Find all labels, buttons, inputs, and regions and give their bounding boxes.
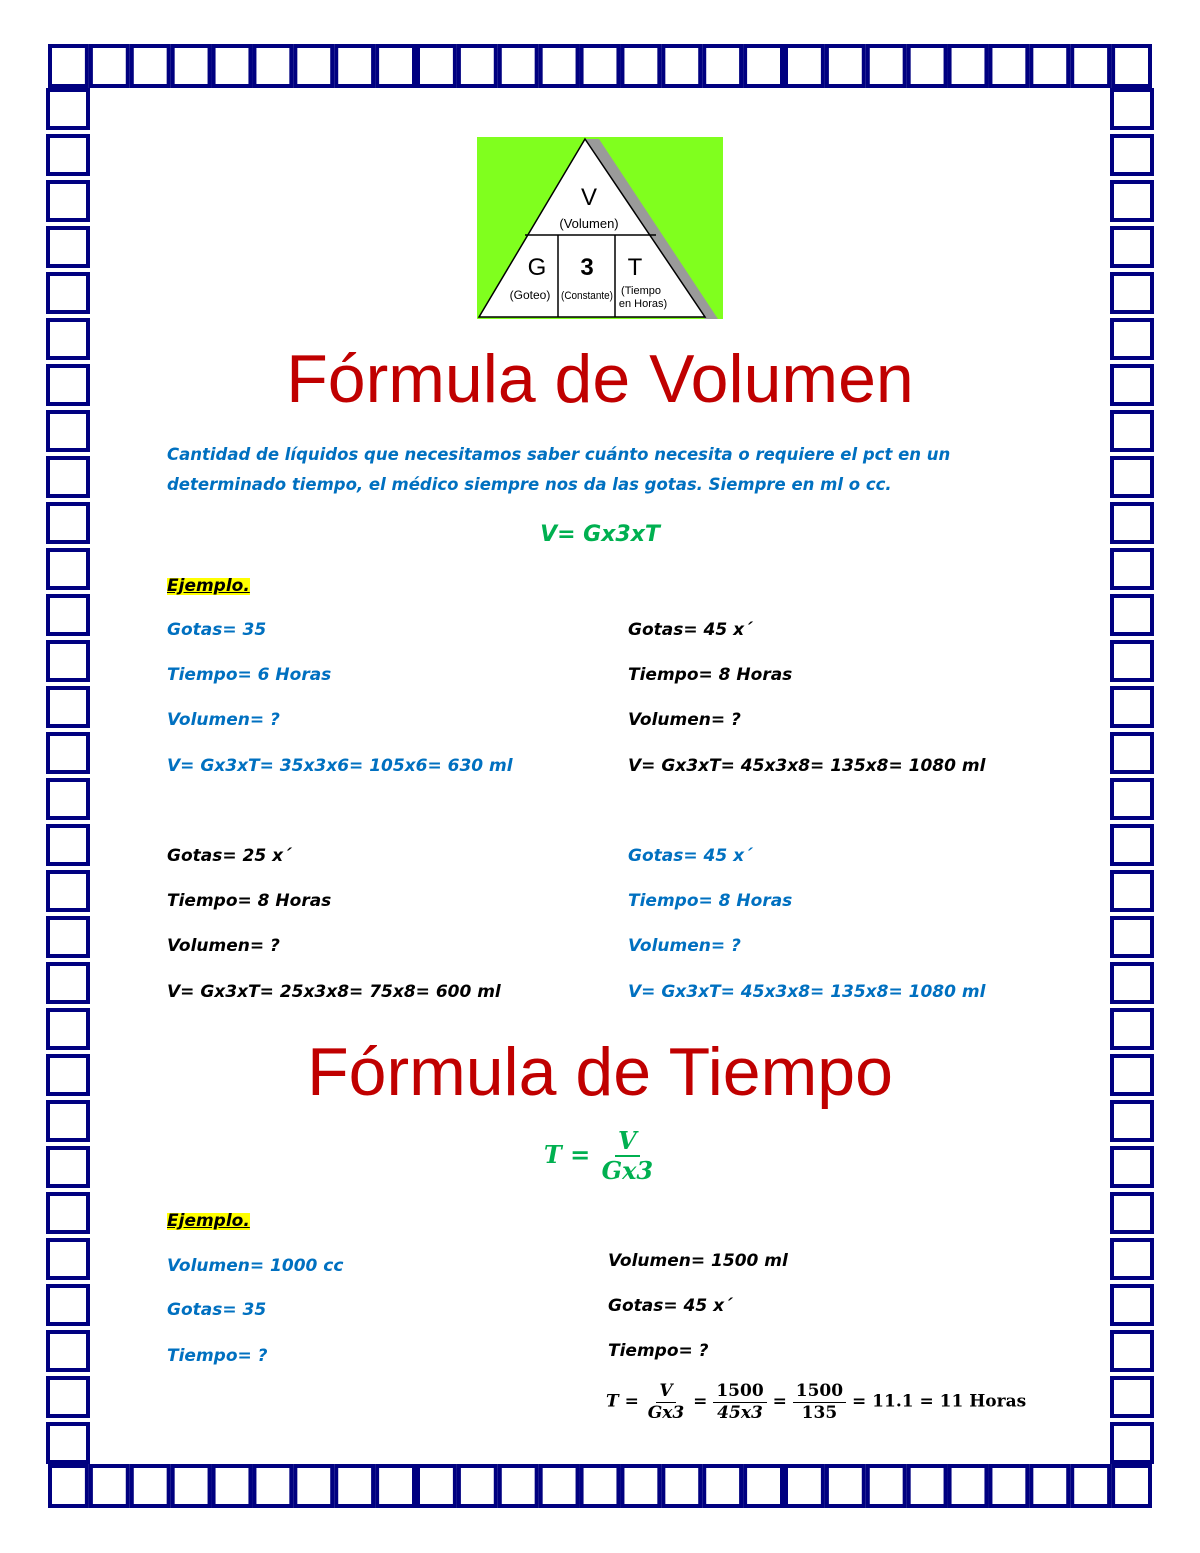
calc-fraction-1	[645, 1382, 687, 1422]
calc-fraction-2-num: 1500	[713, 1382, 766, 1403]
example-2-gotas: Gotas= 45 x´	[628, 620, 753, 640]
triangle-3-label: (Constante)	[561, 290, 613, 302]
border-square	[745, 46, 782, 86]
border-square	[1112, 412, 1152, 450]
border-square	[48, 1194, 88, 1232]
border-square	[48, 458, 88, 496]
border-square	[1072, 46, 1109, 86]
tiempo-formula-fraction	[599, 1128, 657, 1185]
border-square	[1112, 642, 1152, 680]
border-square	[704, 46, 741, 86]
border-square	[48, 596, 88, 634]
border-square	[173, 46, 210, 86]
border-square	[1112, 918, 1152, 956]
border-square	[48, 1286, 88, 1324]
border-square	[48, 1240, 88, 1278]
border-square	[377, 1466, 414, 1506]
calc-fraction-1-den: Gx3	[647, 1402, 685, 1423]
border-square	[48, 550, 88, 588]
border-square	[500, 1466, 537, 1506]
example-4-volumen: Volumen= ?	[628, 936, 741, 956]
border-square	[786, 46, 823, 86]
border-square	[868, 1466, 905, 1506]
volumen-formula: V= Gx3xT	[540, 522, 660, 547]
calc-fraction-2-den: 45x3	[717, 1402, 763, 1423]
vgt-triangle-diagram	[477, 137, 723, 319]
border-square	[622, 1466, 659, 1506]
border-square	[1112, 1378, 1152, 1416]
border-square	[132, 1466, 169, 1506]
border-square	[48, 964, 88, 1002]
border-square	[1072, 1466, 1109, 1506]
volumen-title: Fórmula de Volumen	[286, 341, 914, 417]
calc-eq-1: =	[693, 1391, 708, 1412]
border-square	[1112, 182, 1152, 220]
calc-fraction-1-num: V	[656, 1382, 675, 1403]
border-square	[1112, 1424, 1152, 1462]
border-square	[582, 46, 619, 86]
border-square	[990, 1466, 1027, 1506]
tiempo-title: Fórmula de Tiempo	[307, 1034, 893, 1110]
calc-eq-2: =	[772, 1391, 787, 1412]
tiempo-left-tiempo: Tiempo= ?	[167, 1346, 268, 1366]
border-square	[1112, 826, 1152, 864]
tiempo-right-tiempo: Tiempo= ?	[608, 1341, 709, 1361]
tiempo-example-label: Ejemplo.	[167, 1211, 250, 1231]
example-1-calc: V= Gx3xT= 35x3x6= 105x6= 630 ml	[167, 756, 513, 776]
border-square	[48, 136, 88, 174]
border-square	[1112, 90, 1152, 128]
tiempo-right-calc	[606, 1382, 1026, 1422]
border-square	[1031, 1466, 1068, 1506]
triangle-g-letter: G	[527, 254, 547, 281]
border-square	[1112, 872, 1152, 910]
triangle-t-letter: T	[627, 254, 643, 281]
example-3-tiempo: Tiempo= 8 Horas	[167, 891, 332, 911]
border-square	[1112, 550, 1152, 588]
border-square	[48, 412, 88, 450]
border-square	[1113, 46, 1150, 86]
border-square	[541, 1466, 578, 1506]
border-square	[1112, 228, 1152, 266]
border-square	[704, 1466, 741, 1506]
border-square	[950, 1466, 987, 1506]
border-square	[295, 46, 332, 86]
border-square	[48, 182, 88, 220]
example-4-tiempo: Tiempo= 8 Horas	[628, 891, 793, 911]
border-square	[173, 1466, 210, 1506]
example-3-calc: V= Gx3xT= 25x3x8= 75x8= 600 ml	[167, 982, 501, 1002]
border-square	[48, 780, 88, 818]
border-square	[1112, 1194, 1152, 1232]
border-square	[827, 1466, 864, 1506]
border-square	[418, 46, 455, 86]
border-square	[1112, 458, 1152, 496]
calc-lhs: T =	[606, 1391, 639, 1412]
triangle-v-label: (Volumen)	[559, 216, 619, 231]
border-square	[1112, 136, 1152, 174]
border-square	[1112, 734, 1152, 772]
triangle-g-label: (Goteo)	[509, 288, 551, 302]
border-square	[254, 1466, 291, 1506]
border-square	[377, 46, 414, 86]
border-square	[459, 1466, 496, 1506]
border-square	[909, 46, 946, 86]
border-square	[1112, 1286, 1152, 1324]
tiempo-left-gotas: Gotas= 35	[167, 1300, 267, 1320]
border-square	[48, 734, 88, 772]
border-square	[909, 1466, 946, 1506]
border-square	[1112, 780, 1152, 818]
tiempo-right-volumen: Volumen= 1500 ml	[608, 1251, 788, 1271]
example-4-calc: V= Gx3xT= 45x3x8= 135x8= 1080 ml	[628, 982, 986, 1002]
border-square	[48, 826, 88, 864]
example-3-gotas: Gotas= 25 x´	[167, 846, 292, 866]
tiempo-formula-denominator: Gx3	[601, 1156, 654, 1186]
example-2-tiempo: Tiempo= 8 Horas	[628, 665, 793, 685]
border-square	[48, 1332, 88, 1370]
tiempo-formula	[0, 1128, 1200, 1185]
border-square	[214, 1466, 251, 1506]
border-square	[48, 872, 88, 910]
border-square	[786, 1466, 823, 1506]
border-square	[622, 46, 659, 86]
border-square	[1113, 1466, 1150, 1506]
border-square	[990, 46, 1027, 86]
border-square	[48, 228, 88, 266]
border-square	[336, 1466, 373, 1506]
volumen-example-label: Ejemplo.	[167, 576, 250, 596]
calc-fraction-3-num: 1500	[793, 1382, 846, 1403]
border-square	[132, 46, 169, 86]
border-square	[91, 1466, 128, 1506]
example-2-volumen: Volumen= ?	[628, 710, 741, 730]
border-square	[48, 274, 88, 312]
border-square	[459, 46, 496, 86]
example-3-volumen: Volumen= ?	[167, 936, 280, 956]
tiempo-right-gotas: Gotas= 45 x´	[608, 1296, 733, 1316]
border-square	[336, 46, 373, 86]
calc-fraction-3	[793, 1382, 846, 1422]
example-1-gotas: Gotas= 35	[167, 620, 267, 640]
border-square	[48, 1424, 88, 1462]
border-square	[295, 1466, 332, 1506]
border-square	[1112, 274, 1152, 312]
calc-fraction-3-den: 135	[801, 1402, 838, 1423]
example-4-gotas: Gotas= 45 x´	[628, 846, 753, 866]
border-square	[745, 1466, 782, 1506]
border-square	[663, 1466, 700, 1506]
border-square	[1112, 1332, 1152, 1370]
example-1-volumen: Volumen= ?	[167, 710, 280, 730]
border-square	[91, 46, 128, 86]
border-square	[48, 688, 88, 726]
border-square	[827, 46, 864, 86]
border-square	[50, 1466, 87, 1506]
border-square	[50, 46, 87, 86]
border-square	[868, 46, 905, 86]
triangle-v-letter: V	[580, 184, 598, 211]
example-2-calc: V= Gx3xT= 45x3x8= 135x8= 1080 ml	[628, 756, 986, 776]
border-square	[1031, 46, 1068, 86]
triangle-3-letter: 3	[580, 254, 594, 281]
border-square	[48, 918, 88, 956]
calc-tail: = 11.1 = 11 Horas	[852, 1391, 1027, 1412]
border-square	[48, 90, 88, 128]
triangle-t-label-line1: (Tiempo	[621, 285, 661, 297]
calc-fraction-2	[713, 1382, 766, 1422]
border-square	[214, 46, 251, 86]
tiempo-formula-numerator: V	[615, 1128, 640, 1157]
triangle-t-label-line2: en Horas)	[618, 298, 668, 310]
border-square	[254, 46, 291, 86]
border-square	[663, 46, 700, 86]
border-square	[1112, 688, 1152, 726]
border-square	[1112, 596, 1152, 634]
border-square	[1112, 964, 1152, 1002]
tiempo-left-volumen: Volumen= 1000 cc	[167, 1256, 344, 1276]
volumen-description: Cantidad de líquidos que necesitamos saber cuánto necesita o requiere el pct en un determinado tiempo, el médico siempre nos da las gotas. Siempre en ml o cc.	[167, 445, 951, 494]
border-square	[48, 1378, 88, 1416]
border-square	[541, 46, 578, 86]
border-square	[1112, 1240, 1152, 1278]
border-square	[48, 642, 88, 680]
border-square	[950, 46, 987, 86]
border-square	[582, 1466, 619, 1506]
border-square	[418, 1466, 455, 1506]
tiempo-formula-lhs: T =	[543, 1139, 591, 1169]
border-square	[500, 46, 537, 86]
example-1-tiempo: Tiempo= 6 Horas	[167, 665, 332, 685]
